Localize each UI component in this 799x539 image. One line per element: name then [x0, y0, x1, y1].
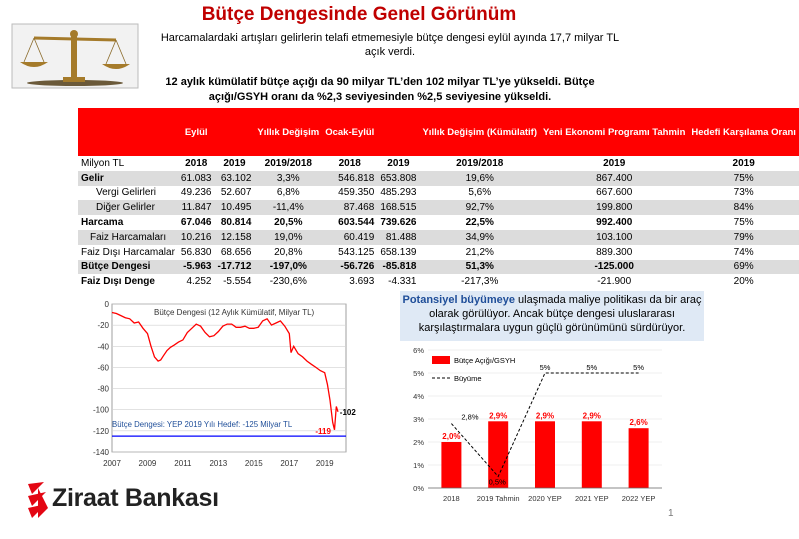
- table-cell: 19,6%: [419, 171, 540, 186]
- table-cell: 5,6%: [468, 187, 492, 199]
- x-tick-label: 2019: [315, 459, 334, 468]
- table-row: [78, 260, 799, 275]
- table-cell: Faiz Harcamaları: [78, 230, 178, 245]
- table-cell: 103.100: [540, 230, 688, 245]
- table-cell: Faiz Dışı Harcamalar: [81, 246, 175, 258]
- table-cell: 52.607: [220, 187, 252, 199]
- y-tick-label: -140: [92, 448, 109, 457]
- table-cell: 80.814: [220, 217, 252, 229]
- table-cell: 12.158: [215, 230, 255, 245]
- table-cell: 2019: [732, 157, 755, 169]
- table-cell: 75%: [688, 171, 799, 186]
- table-cell: 49.236: [180, 187, 212, 199]
- table-cell: 84%: [688, 200, 799, 215]
- table-cell: 2019/2018: [264, 157, 312, 169]
- y-tick-label: 0: [104, 300, 109, 309]
- table-cell: -197,0%: [254, 260, 322, 275]
- table-cell: 11.847: [178, 200, 215, 215]
- table-cell: 3,3%: [254, 171, 322, 186]
- table-cell: 20,5%: [274, 217, 303, 229]
- table-cell: Harcama: [81, 217, 124, 229]
- table-row: [78, 186, 799, 201]
- table-cell: -4.331: [388, 276, 417, 288]
- table-cell: Diğer Gelirler: [78, 200, 178, 215]
- y-tick-label: -60: [97, 363, 109, 373]
- table-cell: -21.900: [597, 276, 632, 288]
- table-cell: -125.000: [540, 260, 688, 275]
- page-number: 1: [668, 508, 674, 519]
- table-cell: 63.102: [215, 171, 255, 186]
- y-tick-label: -120: [92, 426, 109, 436]
- bar-value-label: 2,6%: [629, 418, 648, 428]
- y-tick-label: -40: [97, 342, 109, 352]
- table-cell: -11,4%: [254, 200, 322, 215]
- table-cell: 51,3%: [419, 260, 540, 275]
- table-cell: 6,8%: [276, 187, 300, 199]
- table-cell: 20,8%: [274, 246, 303, 258]
- bar-value-label: 2,9%: [489, 411, 508, 421]
- growth-value-label: 0,5%: [488, 477, 506, 487]
- bar-value-label: 2,0%: [442, 432, 461, 441]
- table-cell: 81.488: [377, 230, 419, 245]
- table-cell: 79%: [688, 230, 799, 245]
- logo-text: Ziraat Bankası: [52, 484, 219, 512]
- min-value-label: -119: [315, 426, 331, 436]
- x-tick-label: 2019 Tahmin: [476, 494, 520, 503]
- table-cell: 867.400: [540, 171, 688, 186]
- bar: [582, 421, 602, 488]
- table-header-cell: [78, 108, 178, 156]
- y-tick-label: -20: [97, 321, 109, 331]
- table-cell: 21,2%: [465, 246, 494, 258]
- table-row: [78, 215, 799, 230]
- table-cell: 22,5%: [465, 217, 494, 229]
- table-cell: 2019: [387, 157, 410, 169]
- x-tick-label: 2020 YEP: [528, 494, 562, 503]
- table-cell: 60.419: [322, 230, 377, 245]
- headline: 12 aylık kümülatif bütçe açığı da 90 milyar TL’den 102 milyar TL’ye yükseldi. Bütçe açığı/GSYH oranı da %2,3 seviyesinden %2,5 seviyesine yükseldi.: [165, 76, 595, 103]
- table-row: [78, 274, 799, 289]
- table-cell: -85.818: [377, 260, 419, 275]
- table-cell: 20%: [733, 276, 754, 288]
- plot-frame: [112, 304, 346, 452]
- y-tick-label: 3%: [413, 415, 424, 424]
- table-header-row: [78, 108, 799, 156]
- table-cell: 4.252: [186, 276, 212, 288]
- x-tick-label: 2009: [138, 459, 157, 468]
- table-cell: Faiz Dışı Denge: [81, 276, 155, 288]
- table-header-cell: Yıllık Değişim (Kümülatif): [419, 108, 540, 156]
- y-tick-label: 2%: [413, 438, 424, 447]
- bar: [629, 428, 649, 488]
- table-cell: 69%: [688, 260, 799, 275]
- table-cell: Bütçe Dengesi: [78, 260, 178, 275]
- table-cell: -230,6%: [269, 276, 307, 288]
- table-row: [78, 171, 799, 186]
- table-cell: 658.139: [380, 246, 417, 258]
- table-cell: 3.693: [349, 276, 375, 288]
- y-tick-label: -80: [97, 384, 109, 394]
- table-cell: 74%: [733, 246, 754, 258]
- budget-balance-line-chart: [88, 298, 360, 474]
- table-row: [78, 230, 799, 245]
- table-cell: 61.083: [178, 171, 215, 186]
- bar-value-label: 2,9%: [582, 411, 601, 421]
- table-cell: 459.350: [338, 187, 375, 199]
- table-cell: -5.554: [223, 276, 252, 288]
- table-cell: 75%: [733, 217, 754, 229]
- bar: [441, 442, 461, 488]
- subtitle: Harcamalardaki artışları gelirlerin telafi etmemesiyle bütçe dengesi eylül ayında 17,7 milyar TL açık verdi.: [160, 32, 620, 58]
- table-cell: 168.515: [377, 200, 419, 215]
- table-header-cell: [215, 108, 255, 156]
- bar-value-label: 2,9%: [535, 411, 555, 421]
- bar: [535, 421, 555, 488]
- table-row: [78, 245, 799, 260]
- growth-value-label: 2,8%: [461, 412, 479, 422]
- table-cell: 603.544: [338, 217, 375, 229]
- legend-bar-swatch: [432, 356, 450, 364]
- deficit-growth-bar-chart: [400, 344, 664, 506]
- table-cell: 34,9%: [419, 230, 540, 245]
- table-cell: Gelir: [78, 171, 178, 186]
- table-cell: Milyon TL: [81, 157, 125, 169]
- table-cell: 92,7%: [419, 200, 540, 215]
- y-tick-label: 6%: [413, 346, 424, 355]
- table-cell: 543.125: [338, 246, 375, 258]
- growth-value-label: 5%: [586, 363, 598, 372]
- table-cell: 10.495: [215, 200, 255, 215]
- growth-value-label: 5%: [539, 363, 551, 372]
- y-tick-label: 1%: [413, 461, 424, 470]
- table-cell: -56.726: [322, 260, 377, 275]
- table-cell: 992.400: [596, 217, 633, 229]
- table-unit-row: [78, 156, 799, 171]
- table-cell: 2018: [338, 157, 361, 169]
- x-tick-label: 2021 YEP: [574, 494, 609, 503]
- table-header-cell: Ocak-Eylül: [322, 108, 377, 156]
- page-title: Bütçe Dengesinde Genel Görünüm: [201, 4, 517, 25]
- table-cell: 19,0%: [254, 230, 322, 245]
- table-cell: 199.800: [540, 200, 688, 215]
- growth-value-label: 5%: [633, 363, 645, 372]
- table-header-cell: Hedefi Karşılama Oranı: [688, 108, 799, 156]
- table-cell: 2019/2018: [456, 157, 504, 169]
- x-tick-label: 2015: [244, 459, 263, 468]
- x-tick-label: 2017: [280, 459, 299, 468]
- table-cell: 739.626: [380, 217, 417, 229]
- legend-line-label: Büyüme: [454, 374, 482, 383]
- y-tick-label: 5%: [413, 369, 424, 378]
- y-tick-label: -100: [92, 405, 109, 415]
- table-cell: 2019: [603, 157, 626, 169]
- table-cell: 889.300: [596, 246, 633, 258]
- x-tick-label: 2011: [174, 459, 192, 468]
- info-text: ulaşmada maliye politikası da bir araç olarak görülüyor. Ancak bütçe dengesi uluslararası karşılaştırmalara uygun güçlü görünümünü sürdürüyor.: [418, 294, 702, 334]
- table-cell: 546.818: [322, 171, 377, 186]
- table-cell: 73%: [733, 187, 754, 199]
- x-tick-label: 2022 YEP: [621, 494, 656, 503]
- table-header-cell: Yeni Ekonomi Programı Tahmin: [540, 108, 688, 156]
- table-cell: 2018: [185, 157, 208, 169]
- table-cell: 56.830: [180, 246, 212, 258]
- scales-of-justice-image: [12, 24, 138, 88]
- table-cell: 67.046: [180, 217, 212, 229]
- info-bold-text: Potansiyel büyümeye: [402, 294, 515, 306]
- table-cell: 2019: [223, 157, 246, 169]
- budget-table: [78, 108, 799, 289]
- chart-title: Bütçe Dengesi (12 Aylık Kümülatif, Milyar TL): [154, 308, 315, 317]
- table-cell: 87.468: [322, 200, 377, 215]
- table-cell: 10.216: [178, 230, 215, 245]
- table-cell: 68.656: [220, 246, 252, 258]
- table-header-cell: [377, 108, 419, 156]
- table-header-cell: Yıllık Değişim: [254, 108, 322, 156]
- target-annotation: Bütçe Dengesi: YEP 2019 Yılı Hedef: -125 Milyar TL: [112, 420, 293, 429]
- info-box: [400, 291, 704, 341]
- table-cell: 653.808: [377, 171, 419, 186]
- table-cell: 485.293: [380, 187, 417, 199]
- table-row: [78, 200, 799, 215]
- table-cell: -17.712: [215, 260, 255, 275]
- table-cell: Vergi Gelirleri: [96, 187, 157, 199]
- x-tick-label: 2007: [103, 459, 121, 468]
- table-cell: -5.963: [178, 260, 215, 275]
- y-tick-label: 4%: [413, 392, 424, 401]
- table-header-cell: Eylül: [178, 108, 215, 156]
- y-tick-label: 0%: [413, 484, 424, 493]
- x-tick-label: 2018: [443, 494, 460, 503]
- table-cell: -217,3%: [461, 276, 499, 288]
- x-tick-label: 2013: [209, 459, 228, 468]
- legend-bar-label: Bütçe Açığı/GSYH: [454, 356, 516, 365]
- last-value-label: -102: [339, 407, 356, 417]
- table-cell: 667.600: [596, 187, 633, 199]
